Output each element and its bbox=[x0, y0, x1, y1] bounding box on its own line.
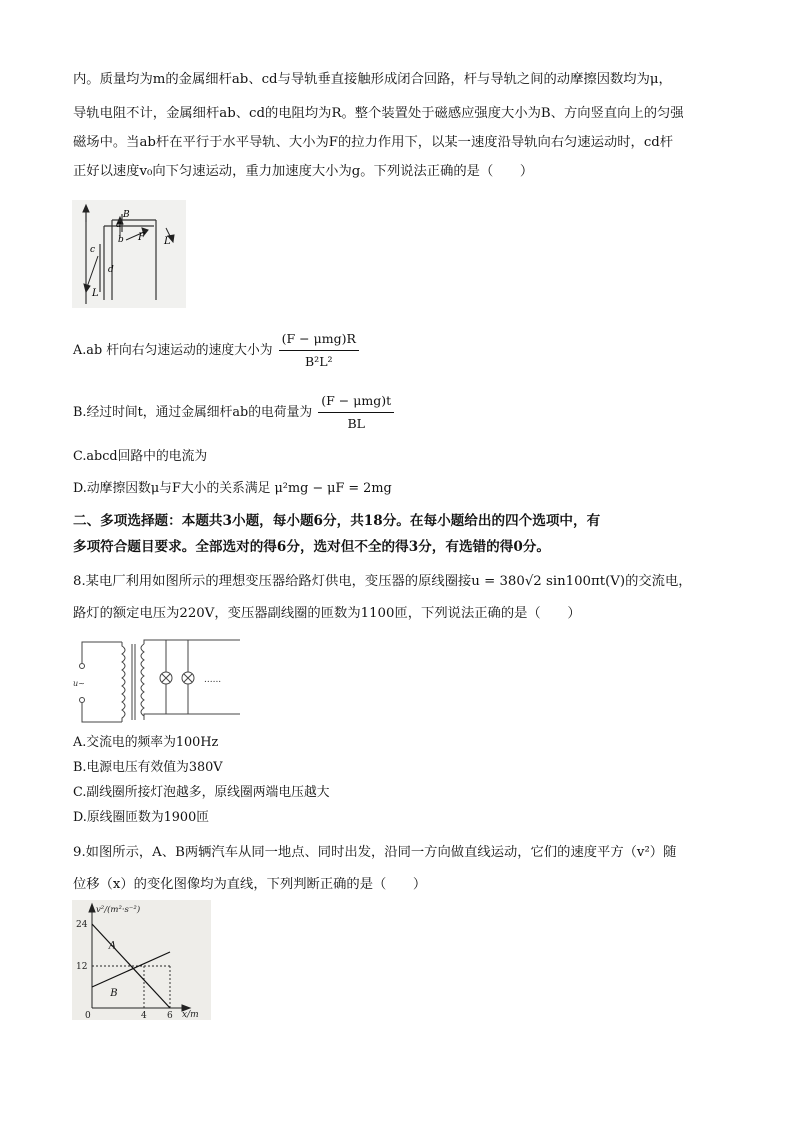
q7-option-a-numerator: (F − μmg)R bbox=[279, 330, 359, 351]
q9-line-1: 9.如图所示，A、B两辆汽车从同一地点、同时出发，沿同一方向做直线运动，它们的速度平方（v²）随 bbox=[73, 845, 677, 860]
q8-line-2: 路灯的额定电压为220V，变压器副线圈的匝数为1100匝，下列说法正确的是（ ） bbox=[73, 606, 581, 621]
fig-label-a: a bbox=[116, 220, 122, 230]
q9-line-2: 位移（x）的变化图像均为直线，下列判断正确的是（ ） bbox=[73, 877, 427, 892]
q8-line-1: 8.某电厂利用如图所示的理想变压器给路灯供电，变压器的原线圈接u = 380√2 sin100πt(V)的交流电， bbox=[73, 574, 692, 589]
q7-option-b bbox=[73, 392, 394, 433]
q9-v2-x-chart bbox=[72, 900, 211, 1020]
q7-line-3: 磁场中。当ab杆在平行于水平导轨、大小为F的拉力作用下，以某一速度沿导轨向右匀速运动时，cd杆 bbox=[73, 135, 674, 150]
q7-option-a-text: A.ab 杆向右匀速运动的速度大小为 bbox=[73, 343, 273, 358]
fig-label-c: c bbox=[90, 245, 96, 255]
q7-option-a-denominator: B²L² bbox=[305, 354, 333, 369]
fig-label-d: d bbox=[108, 265, 114, 275]
fig-label-L-bottom: L bbox=[92, 288, 99, 299]
chart-ylabel: v²/(m²·s⁻²) bbox=[96, 905, 141, 915]
tick-x-6: 6 bbox=[167, 1011, 173, 1020]
q7-option-d: D.动摩擦因数μ与F大小的关系满足 μ²mg − μF = 2mg bbox=[73, 481, 392, 496]
fig-label-b: b bbox=[118, 235, 124, 245]
q7-option-c: C.abcd回路中的电流为 bbox=[73, 449, 208, 464]
tick-y-24: 24 bbox=[76, 920, 88, 930]
fig-label-L-top: L bbox=[164, 236, 171, 247]
q8-option-a: A.交流电的频率为100Hz bbox=[73, 735, 219, 750]
q7-line-2: 导轨电阻不计，金属细杆ab、cd的电阻均为R。整个装置处于磁感应强度大小为B、方向竖直向上的匀强 bbox=[73, 106, 684, 121]
q7-option-b-text: B.经过时间t，通过金属细杆ab的电荷量为 bbox=[73, 405, 313, 420]
q8-transformer-figure bbox=[72, 636, 244, 726]
q8-figure-label-u: u~ bbox=[73, 679, 85, 688]
tick-x-0: 0 bbox=[85, 1011, 91, 1020]
fig-label-B: B bbox=[123, 210, 130, 220]
q7-rail-figure bbox=[72, 200, 186, 308]
section2-heading-line-1: 二、多项选择题：本题共3小题，每小题6分，共18分。在每小题给出的四个选项中，有 bbox=[73, 513, 601, 529]
series-a-label: A bbox=[108, 940, 117, 952]
q7-option-a-fraction bbox=[279, 330, 359, 371]
tick-x-4: 4 bbox=[141, 1011, 147, 1020]
fig-label-F: F bbox=[138, 232, 145, 243]
q7-line-4: 正好以速度v₀向下匀速运动，重力加速度大小为g。下列说法正确的是（ ） bbox=[73, 164, 534, 179]
q7-option-b-fraction bbox=[318, 392, 394, 433]
q8-option-c: C.副线圈所接灯泡越多，原线圈两端电压越大 bbox=[73, 785, 330, 800]
q7-line-1: 内。质量均为m的金属细杆ab、cd与导轨垂直接触形成闭合回路，杆与导轨之间的动摩擦因数均为μ， bbox=[73, 72, 672, 87]
chart-xlabel: x/m bbox=[182, 1010, 199, 1020]
tick-y-12: 12 bbox=[76, 962, 88, 972]
q8-figure-dots: ...... bbox=[204, 675, 222, 685]
q7-option-b-numerator: (F − μmg)t bbox=[318, 392, 394, 413]
section2-heading-line-2: 多项符合题目要求。全部选对的得6分，选对但不全的得3分，有选错的得0分。 bbox=[73, 539, 550, 555]
q8-option-b: B.电源电压有效值为380V bbox=[73, 760, 223, 775]
q7-option-a bbox=[73, 330, 359, 371]
q8-option-d: D.原线圈匝数为1900匝 bbox=[73, 810, 210, 825]
series-b-label: B bbox=[110, 987, 118, 999]
q7-option-b-denominator: BL bbox=[347, 416, 365, 431]
